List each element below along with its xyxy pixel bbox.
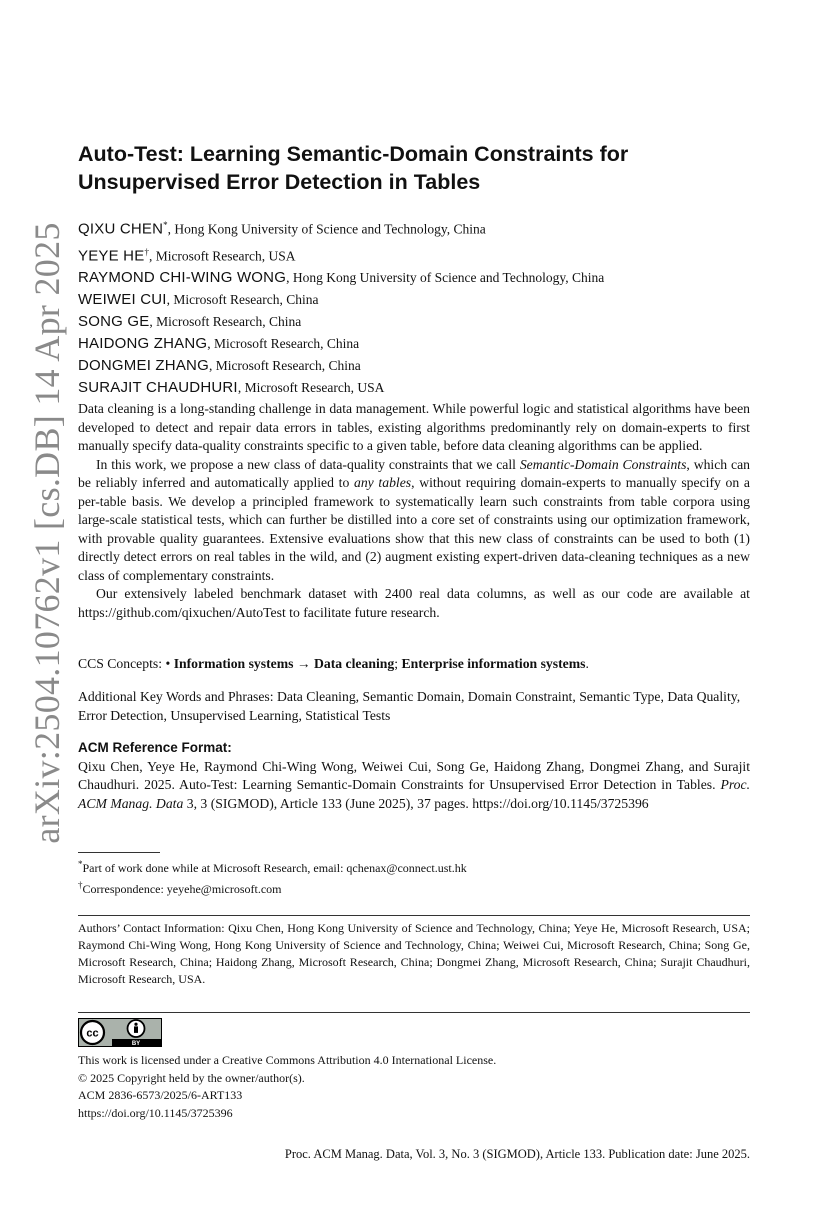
ccs-separator: ;	[394, 656, 402, 671]
title-line-1: Auto-Test: Learning Semantic-Domain Constraints for	[78, 142, 629, 166]
author-affiliation: Hong Kong University of Science and Technology, China	[174, 221, 486, 237]
abstract-text: , which can be reliably inferred and automatically applied to	[78, 456, 751, 490]
ccs-concept: Enterprise information systems	[401, 656, 586, 671]
contact-divider	[78, 915, 750, 916]
footnote-1	[78, 856, 750, 877]
copyright-line: © 2025 Copyright held by the owner/author(s).	[78, 1070, 305, 1085]
ccs-concept: Information systems	[173, 656, 294, 671]
ccs-concepts	[78, 655, 750, 674]
author-line: SURAJIT CHAUDHURI, Microsoft Research, USA	[78, 379, 385, 396]
cc-badge-left: cc	[86, 1027, 99, 1040]
author-mark: *	[163, 220, 168, 230]
acm-reference-text	[78, 758, 750, 814]
ccs-arrow: →	[293, 656, 314, 671]
paper-title	[78, 140, 750, 196]
abstract-paragraph-1: Data cleaning is a long-standing challenge in data management. While powerful logic and statistical algorithms have been developed to detect and repair data errors in tables, existing algorithms predominantly rely on domain-experts to first manually specify data-quality constraints specific to a given table, before data cleaning algorithms can be applied.	[78, 401, 750, 453]
license-block	[78, 1052, 750, 1122]
doi-link[interactable]: https://doi.org/10.1145/3725396	[78, 1105, 233, 1120]
footnote-mark: *	[78, 859, 83, 869]
abstract-text: In this work, we propose a new class of data-quality constraints that we call	[96, 456, 520, 472]
title-line-2: Unsupervised Error Detection in Tables	[78, 170, 481, 194]
ccs-end: .	[585, 656, 589, 671]
ccs-label: CCS Concepts: •	[78, 656, 174, 671]
author-line: WEIWEI CUI, Microsoft Research, China	[78, 291, 319, 308]
emphasis-term: any tables	[353, 475, 412, 490]
author-line: YEYE HE†, Microsoft Research, USA	[78, 246, 296, 264]
abstract-paragraph-3: Our extensively labeled benchmark dataset with 2400 real data columns, as well as our code are available at https://github.com/qixuchen/AutoTest to facilitate future research.	[78, 586, 750, 620]
abstract-paragraph-2	[78, 456, 750, 586]
acm-reference	[78, 739, 750, 813]
cc-by-license-icon	[78, 1018, 162, 1047]
footnote-divider	[78, 852, 160, 853]
author-affiliation: Microsoft Research, China	[214, 336, 360, 351]
emphasis-term: Semantic-Domain Constraints	[519, 456, 687, 472]
author-affiliation: Microsoft Research, China	[215, 358, 361, 373]
abstract-text: , without requiring domain-experts to manually specify on a per-table basis. We develop a principled framework to systematically learn such constraints from table corpora using large-scale statistical tests, which can further be distilled into a core set of constraints using our optimization framework, with provable quality guarantees. Extensive evaluations show that this new class of constraints can be used to both (1) directly detect errors on real tables in the wild, and (2) augment existing expert-driven data-cleaning techniques as a new class of complementary constraints.	[78, 475, 750, 583]
acm-id-line: ACM 2836-6573/2025/6-ART133	[78, 1088, 243, 1102]
author-line: HAIDONG ZHANG, Microsoft Research, China	[78, 335, 360, 352]
author-affiliation: Microsoft Research, USA	[244, 380, 385, 395]
abstract	[78, 400, 750, 622]
author-name: DONGMEI ZHANG	[78, 357, 209, 374]
author-name: QIXU CHEN	[78, 220, 164, 238]
page-footer: Proc. ACM Manag. Data, Vol. 3, No. 3 (SIGMOD), Article 133. Publication date: June 2025.	[284, 1147, 750, 1161]
cc-badge-right: BY	[131, 1041, 141, 1047]
author-line: SONG GE, Microsoft Research, China	[78, 313, 302, 330]
author-name: WEIWEI CUI	[78, 291, 167, 308]
footnote-text: Correspondence: yeyehe@microsoft.com	[82, 882, 282, 896]
license-line: This work is licensed under a Creative Commons Attribution 4.0 International License.	[78, 1053, 497, 1067]
reference-text: Qixu Chen, Yeye He, Raymond Chi-Wing Wong, Weiwei Cui, Song Ge, Haidong Zhang, Dongmei Zhang, and Surajit Chaudhuri. 2025. Auto-Test: Learning Semantic-Domain Constraints for Unsupervised Error Detection in Tables.	[78, 758, 750, 792]
author-line: DONGMEI ZHANG, Microsoft Research, China	[78, 357, 361, 374]
license-divider	[78, 1012, 750, 1013]
author-line: QIXU CHEN*, Hong Kong University of Science and Technology, China	[78, 220, 486, 238]
author-name: SURAJIT CHAUDHURI	[78, 379, 238, 396]
acm-reference-heading: ACM Reference Format:	[78, 740, 232, 755]
author-name: RAYMOND CHI-WING WONG	[78, 269, 287, 286]
footnote-mark: †	[78, 880, 83, 890]
author-name: YEYE HE	[78, 247, 145, 264]
author-affiliation: Hong Kong University of Science and Technology, China	[292, 270, 605, 285]
authors-contact-info: Authors’ Contact Information: Qixu Chen, Hong Kong University of Science and Technology, China; Yeye He, Microsoft Research, USA; Raymond Chi-Wing Wong, Hong Kong University of Science and Technology, China; Weiwei Cui, Microsoft Research, China; Song Ge, Microsoft Research, China; Haidong Zhang, Microsoft Research, China; Dongmei Zhang, Microsoft Research, China; Surajit Chaudhuri, Microsoft Research, USA.	[78, 921, 750, 986]
author-affiliation: Microsoft Research, China	[156, 314, 302, 329]
arxiv-stamp: arXiv:2504.10762v1 [cs.DB] 14 Apr 2025	[27, 222, 67, 844]
footnotes	[78, 856, 750, 898]
author-affiliation: Microsoft Research, China	[173, 292, 319, 307]
journal-name: Proc. ACM Manag. Data	[78, 777, 750, 811]
author-name: SONG GE	[78, 313, 150, 330]
author-line: RAYMOND CHI-WING WONG, Hong Kong University of Science and Technology, China	[78, 269, 605, 286]
reference-text: 3, 3 (SIGMOD), Article 133 (June 2025), 37 pages. https://doi.org/10.1145/3725396	[183, 795, 649, 811]
author-name: HAIDONG ZHANG	[78, 335, 208, 352]
footnote-2	[78, 877, 750, 898]
author-affiliation: Microsoft Research, USA	[155, 248, 296, 263]
ccs-concept: Data cleaning	[313, 656, 395, 671]
footnote-text: Part of work done while at Microsoft Research, email: qchenax@connect.ust.hk	[82, 861, 467, 875]
keywords: Additional Key Words and Phrases: Data Cleaning, Semantic Domain, Domain Constraint, Semantic Type, Data Quality, Error Detection, Unsupervised Learning, Statistical Tests	[78, 689, 741, 723]
author-mark: †	[144, 246, 149, 257]
author-list	[78, 214, 750, 399]
